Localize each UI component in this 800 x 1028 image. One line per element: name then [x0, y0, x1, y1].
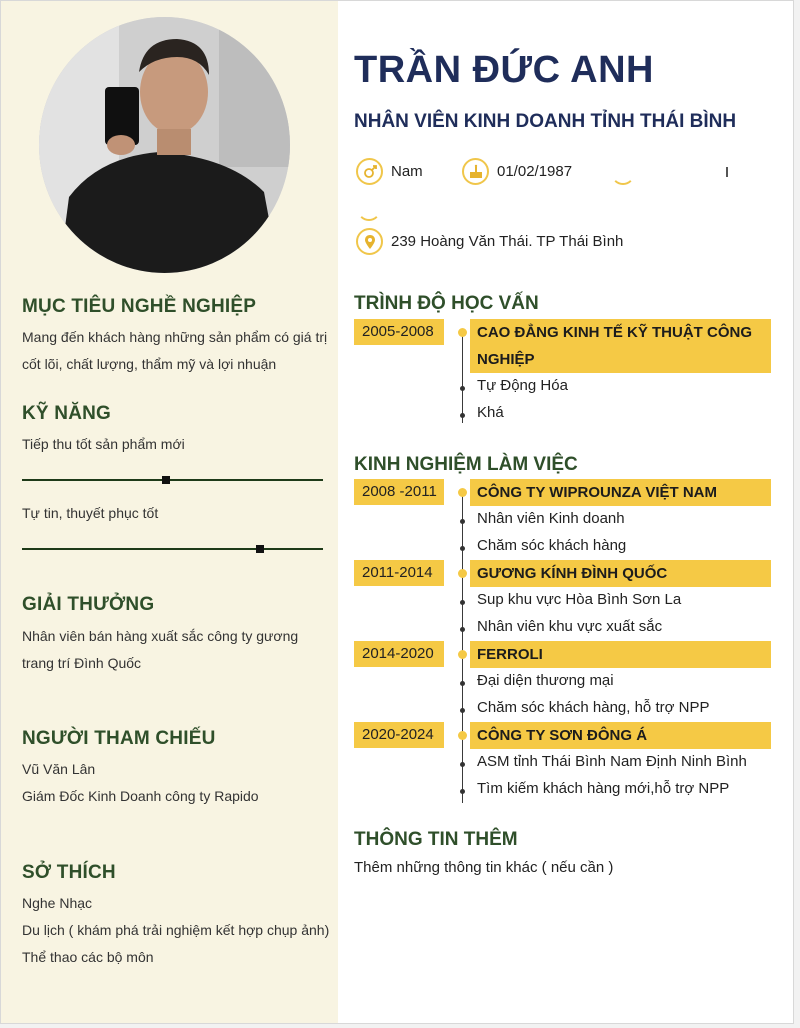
objective-line-1: Mang đến khách hàng những sản phẩm có giá trị	[22, 329, 328, 345]
objective-heading: MỤC TIÊU NGHỀ NGHIỆP	[22, 296, 257, 317]
school-line-2: NGHIỆP	[477, 351, 535, 368]
timeline-bullet	[460, 546, 465, 551]
timeline-bullet	[460, 789, 465, 794]
education-school	[470, 319, 771, 373]
timeline-dot	[458, 569, 467, 578]
education-heading: TRÌNH ĐỘ HỌC VẤN	[354, 293, 539, 314]
job-years: 2020-2024	[354, 722, 444, 748]
reference-name: Vũ Văn Lân	[22, 761, 96, 777]
job-detail: Chăm sóc khách hàng	[477, 537, 627, 554]
timeline-bullet	[460, 708, 465, 713]
timeline-bullet	[460, 519, 465, 524]
references-heading: NGƯỜI THAM CHIẾU	[22, 728, 216, 749]
timeline-line	[462, 491, 463, 803]
timeline-dot	[458, 328, 467, 337]
timeline-dot	[458, 731, 467, 740]
job-detail: Tìm kiếm khách hàng mới,hỗ trợ NPP	[477, 780, 730, 797]
skills-heading: KỸ NĂNG	[22, 403, 112, 424]
candidate-name: TRẦN ĐỨC ANH	[354, 49, 654, 91]
hobby-item: Thể thao các bộ môn	[22, 949, 154, 965]
job-company: GƯƠNG KÍNH ĐÌNH QUỐC	[470, 560, 771, 587]
hobby-item: Nghe Nhạc	[22, 895, 93, 911]
awards-heading: GIẢI THƯỞNG	[22, 594, 155, 615]
skill-bar	[22, 479, 323, 481]
job-company: CÔNG TY SƠN ĐÔNG Á	[470, 722, 771, 749]
timeline-bullet	[460, 386, 465, 391]
hobby-item: Du lịch ( khám phá trải nghiệm kết hợp chụp ảnh)	[22, 922, 330, 938]
job-detail: Nhân viên khu vực xuất sắc	[477, 618, 663, 635]
education-years: 2005-2008	[354, 319, 444, 345]
birthdate-value: 01/02/1987	[497, 163, 573, 180]
education-major: Tự Động Hóa	[477, 377, 568, 394]
award-line-1: Nhân viên bán hàng xuất sắc công ty gương	[22, 628, 299, 644]
job-years: 2014-2020	[354, 641, 444, 667]
birthday-cake-icon	[462, 158, 489, 185]
skill-label: Tiếp thu tốt sản phẩm mới	[22, 436, 185, 452]
job-detail: ASM tỉnh Thái Bình Nam Định Ninh Bình	[477, 753, 747, 770]
gender-icon	[356, 158, 383, 185]
job-title: NHÂN VIÊN KINH DOANH TỈNH THÁI BÌNH	[354, 111, 737, 132]
job-detail: Chăm sóc khách hàng, hỗ trợ NPP	[477, 699, 710, 716]
email-icon	[357, 197, 381, 221]
address-info	[356, 228, 623, 255]
timeline-line	[462, 331, 463, 423]
education-grade: Khá	[477, 404, 504, 421]
hobbies-heading: SỞ THÍCH	[22, 862, 116, 883]
job-detail: Sup khu vực Hòa Bình Sơn La	[477, 591, 682, 608]
additional-heading: THÔNG TIN THÊM	[354, 829, 518, 850]
timeline-bullet	[460, 600, 465, 605]
timeline-bullet	[460, 681, 465, 686]
gender-value: Nam	[391, 163, 423, 180]
phone-icon	[611, 161, 635, 185]
experience-heading: KINH NGHIỆM LÀM VIỆC	[354, 454, 578, 475]
timeline-dot	[458, 650, 467, 659]
profile-photo	[39, 17, 290, 273]
job-years: 2011-2014	[354, 560, 444, 586]
additional-text: Thêm những thông tin khác ( nếu cần )	[354, 859, 614, 876]
award-line-2: trang trí Đình Quốc	[22, 655, 142, 671]
job-company: CÔNG TY WIPROUNZA VIỆT NAM	[470, 479, 771, 506]
job-detail: Nhân viên Kinh doanh	[477, 510, 625, 527]
skill-level-handle	[256, 545, 264, 553]
job-company: FERROLI	[470, 641, 771, 668]
map-pin-icon	[356, 228, 383, 255]
skill-bar	[22, 548, 323, 550]
job-years: 2008 -2011	[354, 479, 444, 505]
gender-info	[356, 158, 423, 185]
skill-level-handle	[162, 476, 170, 484]
address-value: 239 Hoàng Văn Thái. TP Thái Bình	[391, 233, 624, 250]
objective-line-2: cốt lõi, chất lượng, thẩm mỹ và lợi nhuận	[22, 356, 277, 372]
timeline-bullet	[460, 627, 465, 632]
timeline-dot	[458, 488, 467, 497]
job-detail: Đại diện thương mại	[477, 672, 614, 689]
school-line-1: CAO ĐẲNG KINH TẾ KỸ THUẬT CÔNG	[477, 324, 752, 341]
skill-label: Tự tin, thuyết phục tốt	[22, 505, 159, 521]
divider	[726, 167, 728, 177]
reference-position: Giám Đốc Kinh Doanh công ty Rapido	[22, 788, 259, 804]
birthdate-info	[462, 158, 572, 185]
timeline-bullet	[460, 413, 465, 418]
timeline-bullet	[460, 762, 465, 767]
